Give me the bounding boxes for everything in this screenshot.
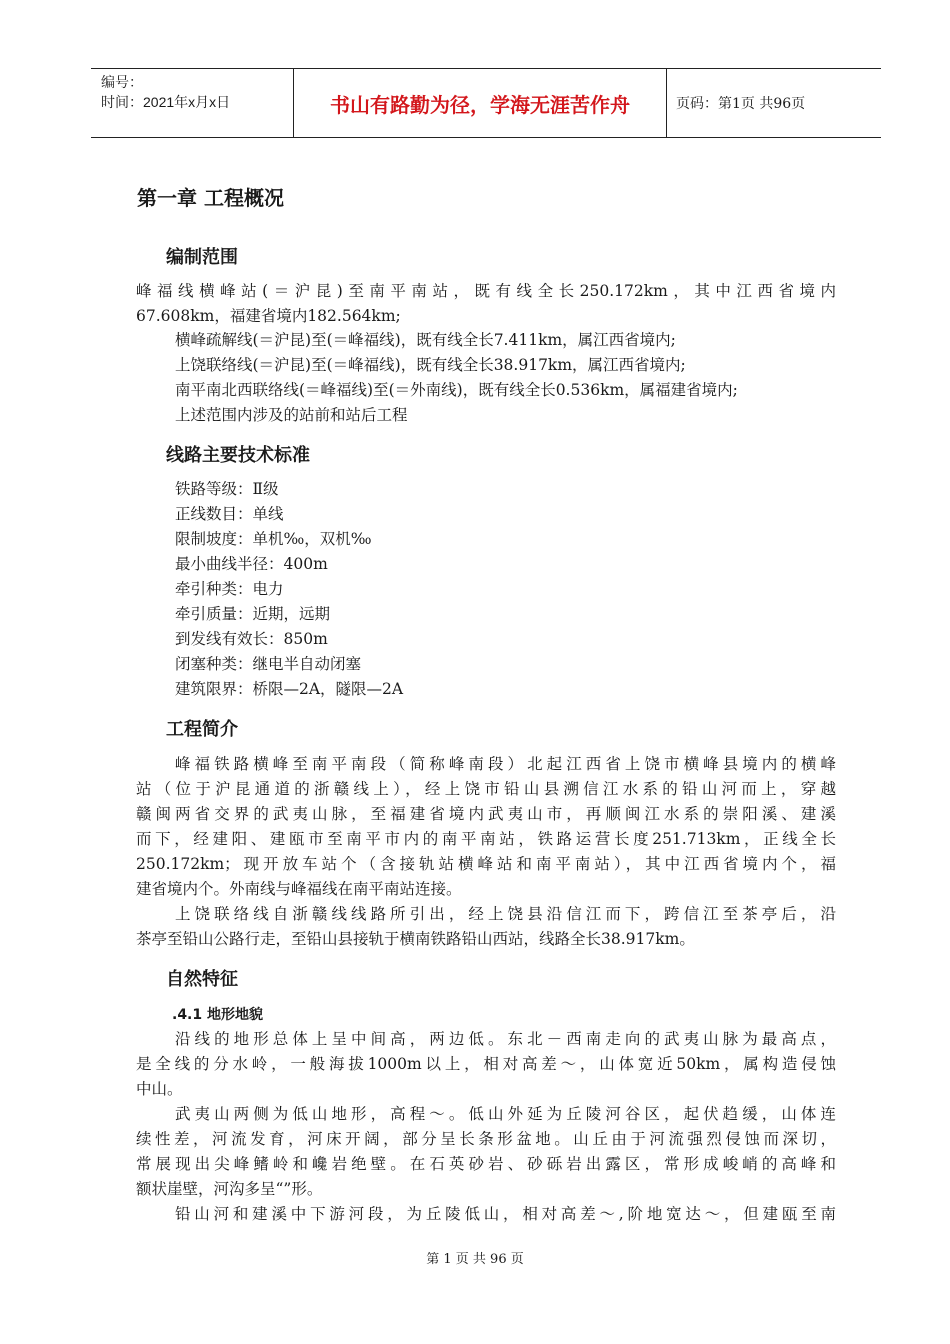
header-meta bbox=[91, 69, 293, 137]
chapter-title: 第一章 工程概况 bbox=[137, 186, 284, 210]
paragraph-line: 沿线的地形总体上呈中间高，两边低。东北－西南走向的武夷山脉为最高点， bbox=[175, 1030, 836, 1048]
paragraph-line: 武夷山两侧为低山地形，高程～。低山外延为丘陵河谷区，起伏趋缓，山体连 bbox=[175, 1105, 836, 1123]
document-number-label: 编号： bbox=[101, 74, 143, 90]
standard-item: 牵引种类：电力 bbox=[175, 580, 284, 598]
paragraph-line: 而下，经建阳、建瓯市至南平市内的南平南站，铁路运营长度251.713km，正线全长 bbox=[136, 830, 836, 848]
paragraph-line: 是全线的分水岭，一般海拔1000m以上，相对高差～，山体宽近50km，属构造侵蚀 bbox=[136, 1055, 836, 1073]
paragraph-line: 续性差，河流发育，河床开阔，部分呈长条形盆地。山丘由于河流强烈侵蚀而深切， bbox=[136, 1130, 836, 1148]
section-title-scope: 编制范围 bbox=[166, 247, 238, 268]
paragraph-line: 茶亭至铅山公路行走，至铅山县接轨于横南铁路铅山西站，线路全长38.917km。 bbox=[136, 930, 695, 948]
paragraph-line: 250.172km；现开放车站个（含接轨站横峰站和南平南站），其中江西省境内个，福 bbox=[136, 855, 836, 873]
paragraph-line: 额状崖壁，河沟多呈“”形。 bbox=[136, 1180, 323, 1198]
section-title-standards: 线路主要技术标准 bbox=[166, 445, 310, 466]
standard-item: 铁路等级：Ⅱ级 bbox=[175, 480, 279, 498]
paragraph-line: 站（位于沪昆通道的浙赣线上），经上饶市铅山县溯信江水系的铅山河而上，穿越 bbox=[136, 780, 836, 798]
paragraph-line: 中山。 bbox=[136, 1080, 183, 1098]
standard-item: 限制坡度：单机‰，双机‰ bbox=[175, 530, 372, 548]
paragraph-line: 上饶联络线自浙赣线线路所引出，经上饶县沿信江而下，跨信江至茶亭后，沿 bbox=[175, 905, 836, 923]
standard-item: 闭塞种类：继电半自动闭塞 bbox=[175, 655, 362, 673]
paragraph-line: 常展现出尖峰鳍岭和巉岩绝壁。在石英砂岩、砂砾岩出露区，常形成峻峭的高峰和 bbox=[136, 1155, 836, 1173]
header-motto: 书山有路勤为径，学海无涯苦作舟 bbox=[293, 69, 667, 137]
standard-item: 建筑限界：桥限—2A，隧限—2A bbox=[175, 680, 404, 698]
standard-item: 最小曲线半径：400m bbox=[175, 555, 328, 573]
section-title-intro: 工程简介 bbox=[166, 719, 238, 740]
paragraph-line: 铅山河和建溪中下游河段，为丘陵低山，相对高差～,阶地宽达～，但建瓯至南 bbox=[175, 1205, 836, 1223]
paragraph-line: 横峰疏解线(＝沪昆)至(＝峰福线)，既有线全长7.411km，属江西省境内; bbox=[175, 331, 676, 349]
paragraph-line: 峰福线横峰站(＝沪昆)至南平南站，既有线全长250.172km，其中江西省境内 bbox=[136, 282, 836, 300]
subsection-title-terrain: .4.1 地形地貌 bbox=[172, 1007, 263, 1023]
standard-item: 到发线有效长：850m bbox=[175, 630, 328, 648]
header-page-number: 页码：第1页 共96页 bbox=[676, 96, 806, 112]
page-header bbox=[91, 68, 881, 138]
standard-item: 牵引质量：近期，远期 bbox=[175, 605, 331, 623]
standard-item: 正线数目：单线 bbox=[175, 505, 284, 523]
section-title-nature: 自然特征 bbox=[166, 969, 238, 990]
page-footer: 第 1 页 共 96 页 bbox=[426, 1252, 524, 1267]
paragraph-line: 建省境内个。外南线与峰福线在南平南站连接。 bbox=[136, 880, 462, 898]
paragraph-line: 上饶联络线(＝沪昆)至(＝峰福线)，既有线全长38.917km，属江西省境内; bbox=[175, 356, 686, 374]
paragraph-line: 峰福铁路横峰至南平南段（简称峰南段）北起江西省上饶市横峰县境内的横峰 bbox=[175, 755, 836, 773]
paragraph-line: 南平南北西联络线(＝峰福线)至(＝外南线)，既有线全长0.536km，属福建省境内; bbox=[175, 381, 738, 399]
paragraph-line: 赣闽两省交界的武夷山脉，至福建省境内武夷山市，再顺闽江水系的崇阳溪、建溪 bbox=[136, 805, 836, 823]
paragraph-line: 67.608km，福建省境内182.564km; bbox=[136, 307, 401, 325]
paragraph-line: 上述范围内涉及的站前和站后工程 bbox=[175, 406, 408, 424]
document-time-label: 时间：2021年x月x日 bbox=[101, 94, 231, 110]
